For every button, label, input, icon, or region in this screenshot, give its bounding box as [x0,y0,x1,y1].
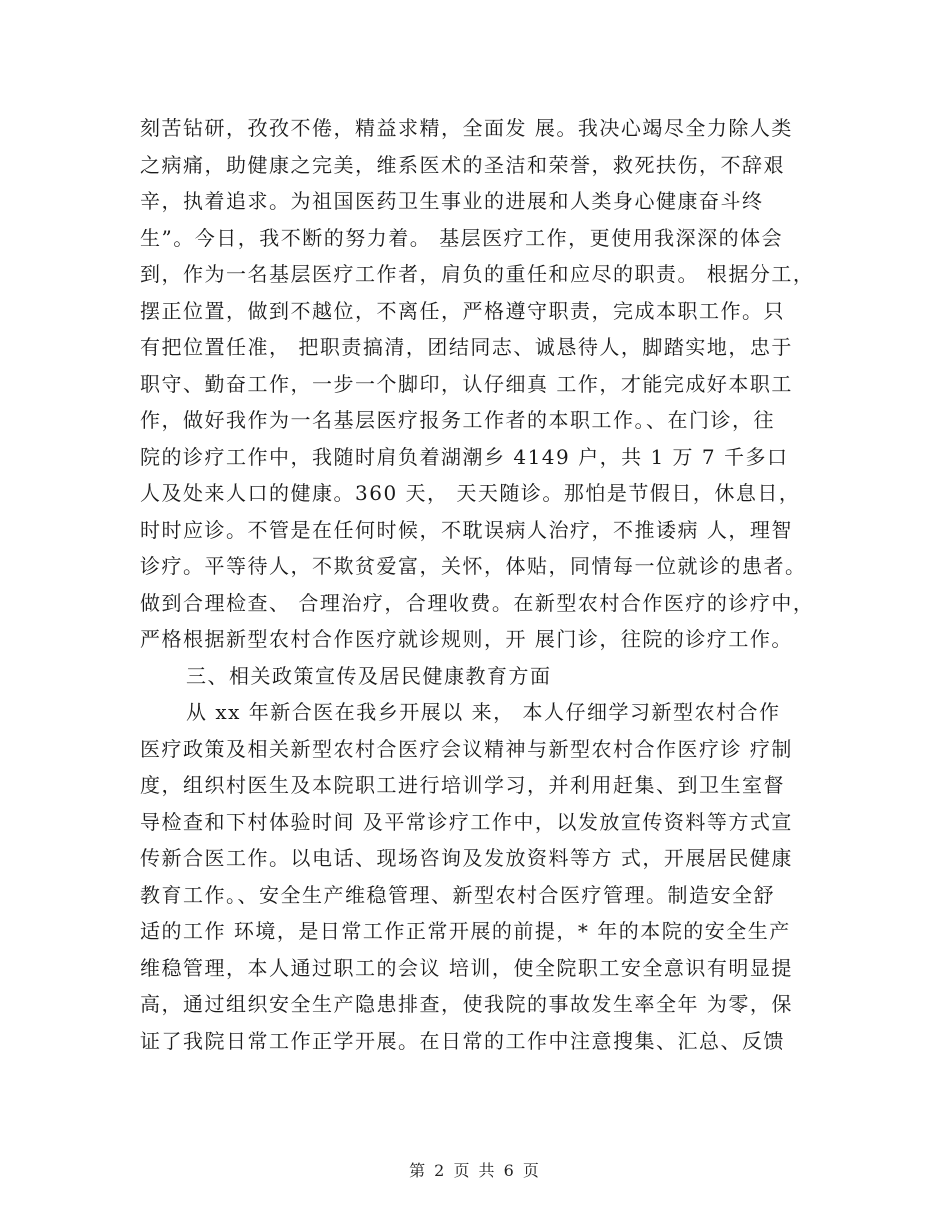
text-line: 从 xx 年新合医在我乡开展以 来， 本人仔细学习新型农村合作 [186,700,781,724]
text-line: 到，作为一名基层医疗工作者，肩负的重任和应尽的职责。 根据分工， [140,262,815,286]
text-line: 辛，执着追求。为祖国医药卫生事业的进展和人类身心健康奋斗终 [140,189,764,213]
text-line: 有把位置任准， 把职责搞清，团结同志、诚恳待人，脚踏实地，忠于 [140,335,793,359]
text-line: 传新合医工作。以电话、现场咨询及发放资料等方 式，开展居民健康 [140,846,793,870]
text-line: 度，组织村医生及本院职工进行培训学习，并利用赶集、到卫生室督 [140,773,785,797]
section-heading: 三、相关政策宣传及居民健康教育方面 [186,663,552,688]
text-line: 生”。今日，我不断的努力着。 基层医疗工作，更使用我深深的体会 [140,225,784,250]
text-line: 院的诊疗工作中，我随时肩负着湖潮乡 4149 户，共 1 万 7 千多口 [140,444,789,469]
text-line: 维稳管理，本人通过职工的会议 培训，使全院职工安全意识有明显提 [140,955,793,980]
text-line: 人及处来人口的健康。360 天， 天天随诊。那怕是节假日，休息日， [140,481,801,505]
text-line: 教育工作。、安全生产维稳管理、新型农村合医疗管理。制造安全舒 [140,882,775,907]
text-line: 之病痛，助健康之完美，维系医术的圣洁和荣誉，救死扶伤，不辞艰 [140,152,785,177]
text-line: 作，做好我作为一名基层医疗报务工作者的本职工作。、在门诊，往 [140,408,775,432]
page-number-footer: 第 2 页 共 6 页 [409,1161,541,1180]
text-line: 职守、勤奋工作，一步一个脚印，认仔细真 工作，才能完成好本职工 [140,371,793,396]
text-line: 时时应诊。不管是在任何时候，不耽误病人治疗，不推诿病 人，理智 [140,517,793,542]
text-line: 摆正位置，做到不越位，不离任，严格遵守职责，完成本职工作。只 [140,298,785,323]
text-line: 诊疗。平等待人，不欺贫爱富，关怀，体贴，同情每一位就诊的患者。 [140,554,807,578]
text-line: 证了我院日常工作正学开展。在日常的工作中注意搜集、汇总、反馈 [140,1028,785,1053]
text-line: 刻苦钻研，孜孜不倦，精益求精，全面发 展。我决心竭尽全力除人类 [140,116,793,140]
text-line: 导检查和下村体验时间 及平常诊疗工作中，以发放宣传资料等方式宣 [140,809,793,834]
text-line: 严格根据新型农村合作医疗就诊规则，开 展门诊，往院的诊疗工作。 [140,627,793,651]
text-line: 适的工作 环境，是日常工作正常开展的前提，* 年的本院的安全生产 [140,919,791,943]
body-text [140,110,820,1059]
text-line: 做到合理检查、 合理治疗，合理收费。在新型农村合作医疗的诊疗中， [140,590,815,615]
text-line: 医疗政策及相关新型农村合医疗会议精神与新型农村合作医疗诊 疗制 [140,736,793,761]
text-line: 高，通过组织安全生产隐患排查，使我院的事故发生率全年 为零，保 [140,992,793,1016]
